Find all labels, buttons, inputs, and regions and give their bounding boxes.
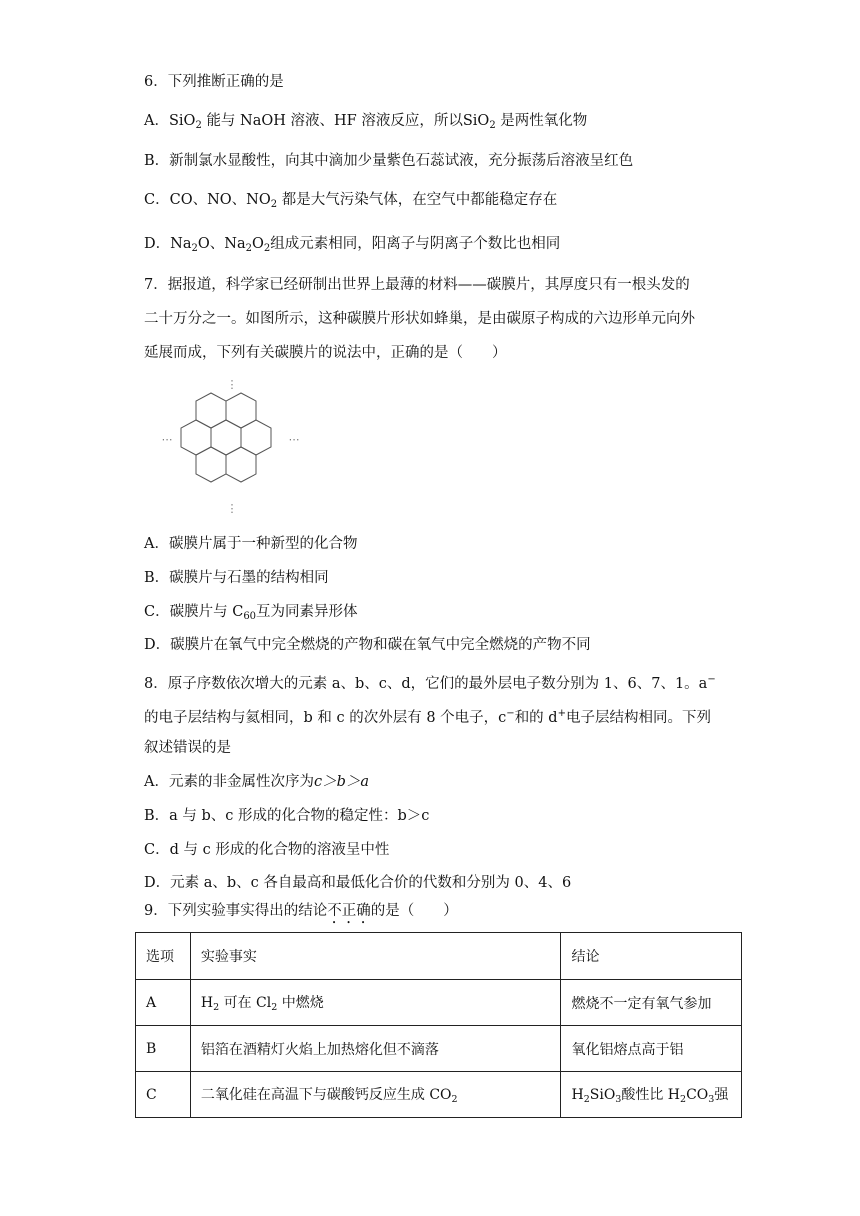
q8-option-b: B．a 与 b、c 形成的化合物的稳定性：b＞c <box>144 808 430 824</box>
header-fact: 实验事实 <box>190 933 561 980</box>
q7-option-c: C．碳膜片与 $C_{60}$互为同素异形体 <box>144 604 358 622</box>
q7-option-a: A．碳膜片属于一种新型的化合物 <box>144 536 358 552</box>
table-row <box>136 1072 742 1118</box>
hexagon-bottom-right <box>226 447 256 482</box>
carbon-film-honeycomb-figure <box>155 378 305 516</box>
q6-option-b: B．新制氯水显酸性，向其中滴加少量紫色石蕊试液，充分振荡后溶液呈红色 <box>144 153 634 169</box>
row-fact: $H_2$ 可在 $Cl_2$ 中燃烧 <box>190 980 561 1026</box>
table-row <box>136 1026 742 1072</box>
row-option: C <box>136 1072 191 1118</box>
ellipsis-left: ⋯ <box>161 433 173 446</box>
table-row <box>136 980 742 1026</box>
row-conclusion: $H_2SiO_3$酸性比 $H_2CO_3$强 <box>561 1072 742 1118</box>
q6-option-d: D．$Na_2O$、$Na_2O_2$组成元素相同，阳离子与阴离子个数比也相同 <box>144 236 561 254</box>
ellipsis-bottom: ⋮ <box>226 502 238 515</box>
experiment-table <box>135 932 742 1118</box>
q7-stem-line-2: 二十万分之一。如图所示，这种碳膜片形状如蜂巢，是由碳原子构成的六边形单元向外 <box>144 311 695 327</box>
q7-stem-line-3: 延展而成，下列有关碳膜片的说法中，正确的是（ ） <box>144 345 507 361</box>
q8-option-d: D．元素 a、b、c 各自最高和最低化合价的代数和分别为 0、4、6 <box>144 875 572 891</box>
q7-option-b: B．碳膜片与石墨的结构相同 <box>144 570 329 586</box>
q9-stem: 9．下列实验事实得出的结论不正确的是（ ） <box>144 903 458 919</box>
q8-stem-line-1: 8．原子序数依次增大的元素 a、b、c、d，它们的最外层电子数分别为 1、6、7、1。a− <box>144 674 716 692</box>
q8-option-c: C．d 与 c 形成的化合物的溶液呈中性 <box>144 842 390 858</box>
header-option: 选项 <box>136 933 191 980</box>
q8-option-a: A．元素的非金属性次序为c＞b＞a <box>144 774 370 790</box>
q6-stem: 6．下列推断正确的是 <box>144 74 284 90</box>
q7-stem-line-1: 7．据报道，科学家已经研制出世界上最薄的材料——碳膜片，其厚度只有一根头发的 <box>144 277 690 293</box>
row-fact: 二氧化硅在高温下与碳酸钙反应生成 $CO_2$ <box>190 1072 561 1118</box>
row-fact: 铝箔在酒精灯火焰上加热熔化但不滴落 <box>190 1026 561 1072</box>
row-option: B <box>136 1026 191 1072</box>
q6-option-c: C．CO、NO、$NO_2$ 都是大气污染气体，在空气中都能稳定存在 <box>144 192 558 210</box>
row-conclusion: 燃烧不一定有氧气参加 <box>561 980 742 1026</box>
row-conclusion: 氧化铝熔点高于铝 <box>561 1026 742 1072</box>
q8-stem-line-2: 的电子层结构与氦相同，b 和 c 的次外层有 8 个电子，c−和的 d+电子层结构相同。下列 <box>144 708 711 726</box>
q6-option-a: A．SiO$_2$ 能与 NaOH 溶液、HF 溶液反应，所以SiO$_2$ 是两性氧化物 <box>144 113 588 131</box>
ellipsis-top: ⋮ <box>226 378 238 391</box>
row-option: A <box>136 980 191 1026</box>
ellipsis-right: ⋯ <box>288 433 300 446</box>
q8-stem-line-3: 叙述错误的是 <box>144 740 231 756</box>
hexagon-bottom-left <box>196 447 226 482</box>
header-conclusion: 结论 <box>561 933 742 980</box>
table-header-row <box>136 933 742 980</box>
q7-option-d: D．碳膜片在氧气中完全燃烧的产物和碳在氧气中完全燃烧的产物不同 <box>144 637 591 653</box>
